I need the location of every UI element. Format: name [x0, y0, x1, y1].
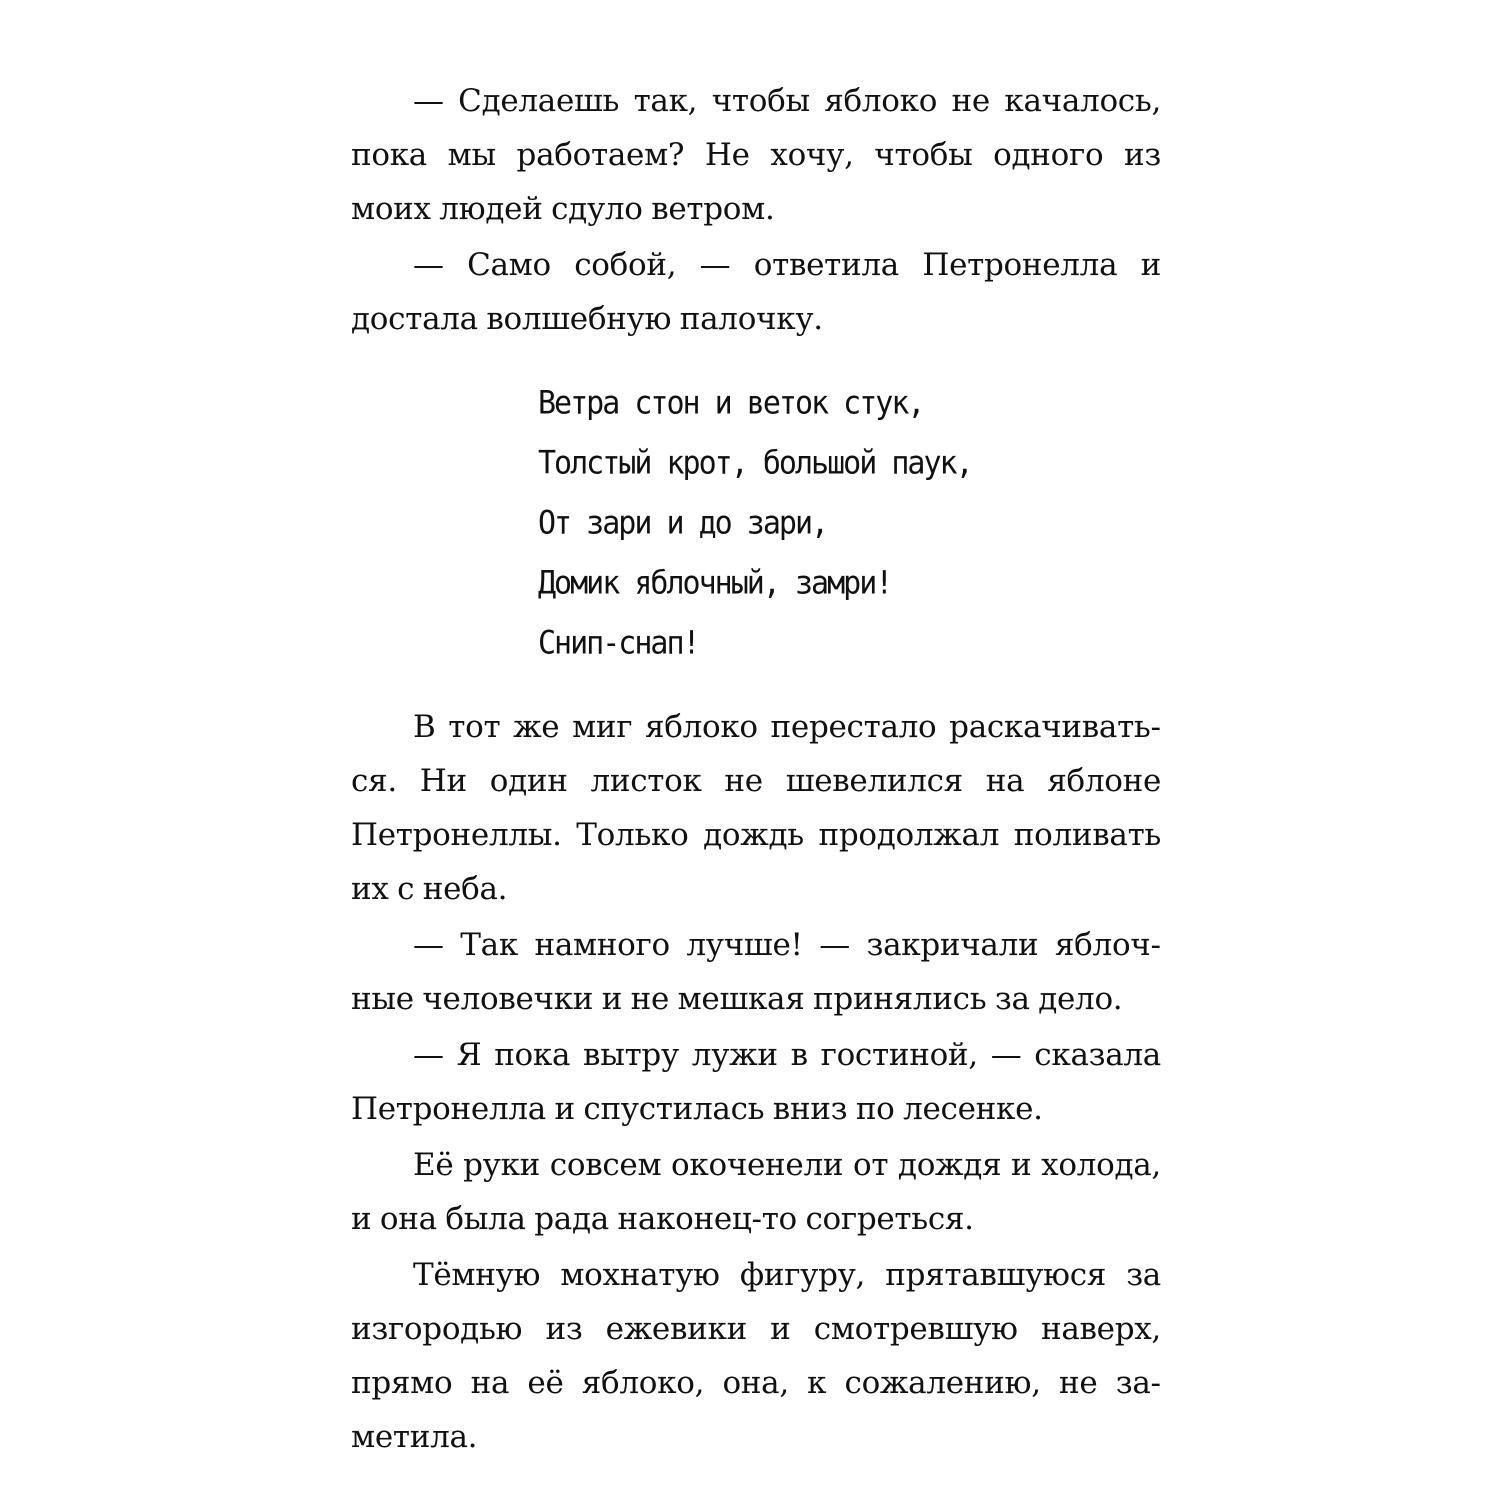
- verse-line: Снип-снап!: [538, 624, 699, 663]
- magic-spell-verse: [538, 374, 1161, 674]
- paragraph-dialogue-3: — Так намного лучше! — закричали яблочные человечки и не мешкая принялись за дело.: [351, 927, 1161, 1017]
- paragraph-narration-2: Её руки совсем окоченели от дождя и холода, и она была рада наконец-то согреться.: [351, 1147, 1161, 1237]
- paragraph-dialogue-4: — Я пока вытру лужи в гостиной, — сказала Петронелла и спустилась вниз по лесенке.: [351, 1037, 1161, 1127]
- paragraph-narration-3: Тёмную мохнатую фигуру, прятавшуюся за изгородью из ежевики и смотревшую наверх, прямо на её яблоко, она, к сожалению, не заметила.: [351, 1257, 1161, 1455]
- verse-line: Домик яблочный, замри!: [538, 564, 892, 603]
- book-page: [351, 74, 1161, 1464]
- verse-line: Ветра стон и веток стук,: [538, 384, 924, 423]
- verse-line: Толстый крот, большой паук,: [538, 444, 972, 483]
- paragraph-narration-1: В тот же миг яблоко перестало раскачиваться. Ни один листок не шевелился на яблоне Петронеллы. Только дождь продолжал поливать их с неба.: [351, 709, 1161, 907]
- paragraph-dialogue-2: — Само собой, — ответила Петронелла и достала волшебную палочку.: [351, 247, 1161, 337]
- paragraph-dialogue-1: — Сделаешь так, чтобы яблоко не качалось, пока мы работаем? Не хочу, чтобы одного из моих людей сдуло ветром.: [351, 83, 1161, 227]
- verse-line: От зари и до зари,: [538, 504, 828, 543]
